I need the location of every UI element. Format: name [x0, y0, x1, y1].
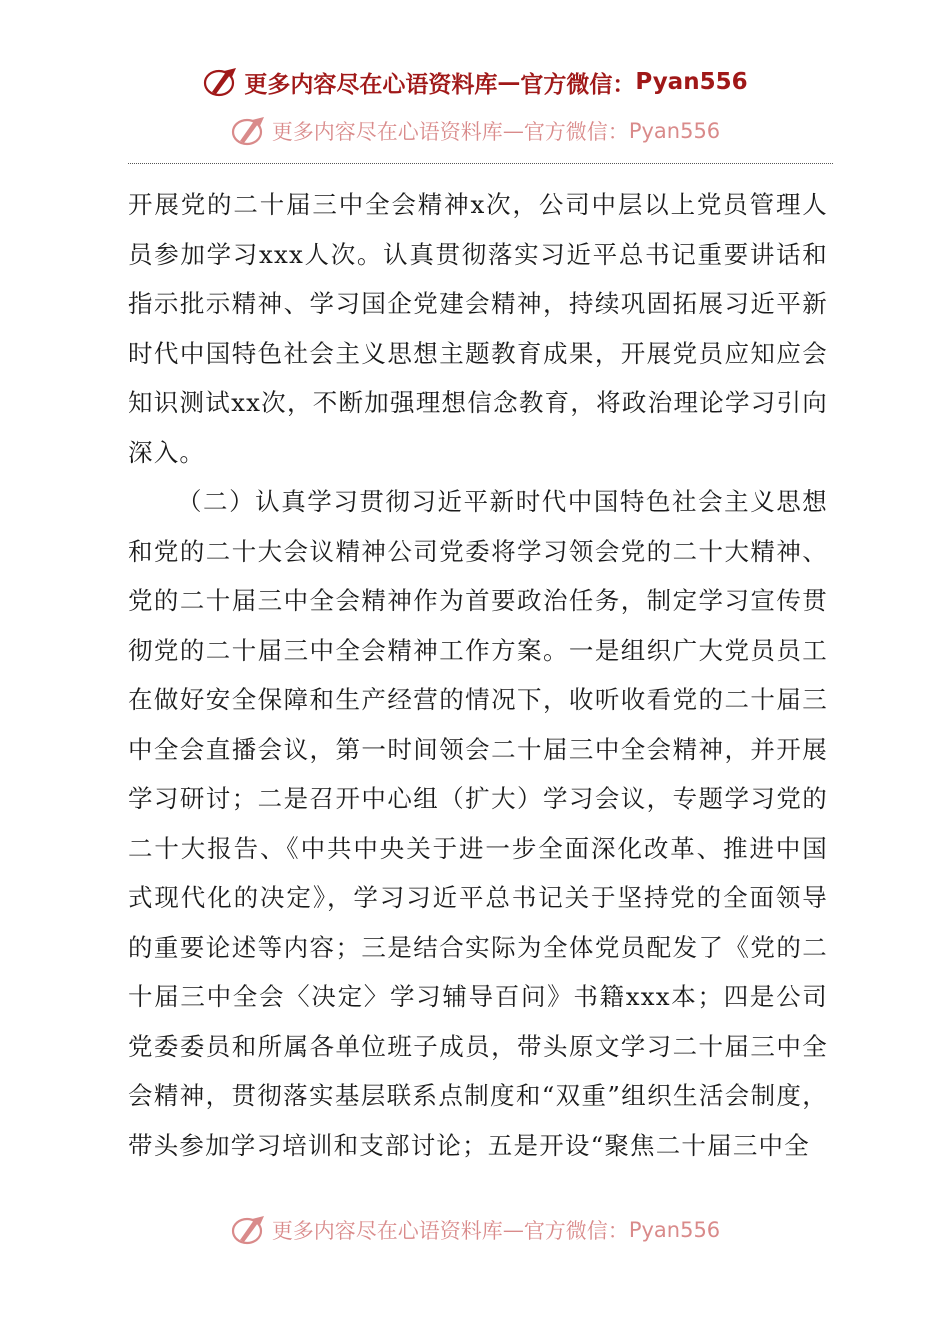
paragraph: （二）认真学习贯彻习近平新时代中国特色社会主义思想和党的二十大会议精神公司党委将学习领会党的二十大精神、党的二十届三中全会精神作为首要政治任务，制定学习宣传贯彻党的二十届三中全会精神工作方案。一是组织广大党员员工在做好安全保障和生产经营的情况下，收听收看党的二十届三中全会直播会议，第一时间领会二十届三中全会精神，并开展学习研讨；二是召开中心组（扩大）学习会议，专题学习党的二十大报告、《中共中央关于进一步全面深化改革、推进中国式现代化的决定》，学习习近平总书记关于坚持党的全面领导的重要论述等内容；三是结合实际为全体党员配发了《党的二十届三中全会〈决定〉学习辅导百问》书籍xxx本；四是公司党委委员和所属各单位班子成员，带头原文学习二十届三中全会精神，贯彻落实基层联系点制度和“双重”组织生活会制度，带头参加学习培训和支部讨论；五是开设“聚焦二十届三中全: [128, 487, 828, 1160]
watermark-separator: —: [502, 119, 524, 143]
wechat-label: 官方微信：: [520, 70, 636, 98]
watermark-text: 更多内容尽在心语资料库: [244, 70, 498, 98]
watermark-separator: —: [497, 68, 521, 96]
watermark-subheader: [0, 114, 950, 148]
watermark-text: 更多内容尽在心语资料库: [271, 120, 503, 144]
wechat-label: 官方微信：: [523, 1219, 629, 1243]
wechat-id: Pyan556: [628, 1218, 721, 1242]
pen-logo-icon: [230, 115, 268, 147]
paragraph: 开展党的二十届三中全会精神x次，公司中层以上党员管理人员参加学习xxx人次。认真贯彻落实习近平总书记重要讲话和指示批示精神、学习国企党建会精神，持续巩固拓展习近平新时代中国特色社会主义思想主题教育成果，开展党员应知应会知识测试xx次，不断加强理想信念教育，将政治理论学习引向深入。: [128, 190, 828, 467]
wechat-label: 官方微信：: [523, 120, 629, 144]
header-divider: [128, 163, 833, 164]
pen-logo-icon: [230, 1214, 268, 1246]
pen-logo-icon: [202, 66, 240, 98]
watermark-separator: —: [502, 1218, 524, 1242]
wechat-id: Pyan556: [628, 119, 721, 143]
wechat-id: Pyan556: [635, 69, 748, 95]
watermark-footer: [0, 1210, 950, 1250]
watermark-header: [0, 64, 950, 100]
document-body: [128, 180, 828, 1170]
watermark-text: 更多内容尽在心语资料库: [271, 1219, 503, 1243]
